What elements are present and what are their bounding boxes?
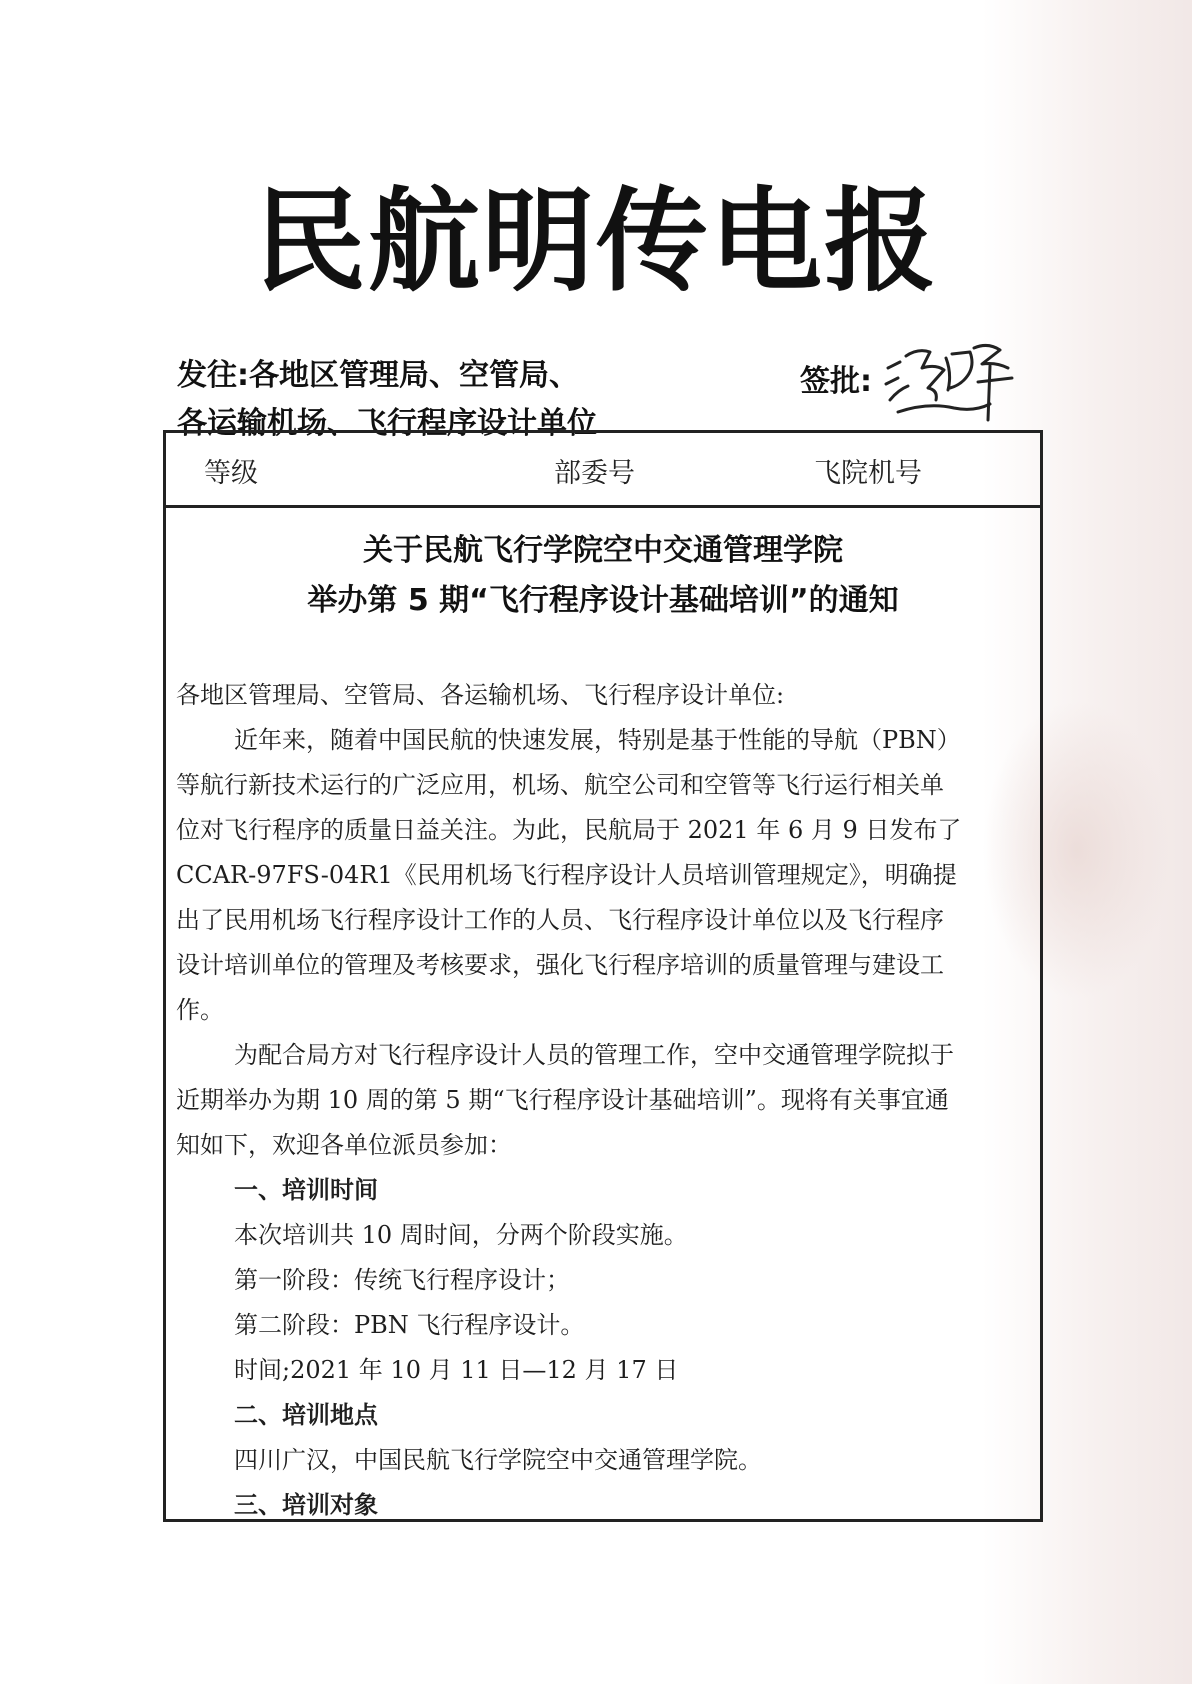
masthead-title: 民航明传电报 bbox=[254, 177, 938, 307]
recipients-line-1: 发往:各地区管理局、空管局、 bbox=[177, 358, 579, 393]
sign-label: 签批: bbox=[800, 364, 872, 399]
paragraph-line: 近期举办为期 10 周的第 5 期“飞行程序设计基础培训”。现将有关事宜通 bbox=[176, 1086, 949, 1114]
section-line: 四川广汉，中国民航飞行学院空中交通管理学院。 bbox=[234, 1446, 762, 1474]
section-heading-training-target: 三、培训对象 bbox=[234, 1491, 378, 1519]
section-heading-training-time: 一、培训时间 bbox=[234, 1176, 378, 1204]
header-row bbox=[166, 433, 1040, 508]
paragraph-line: 出了民用机场飞行程序设计工作的人员、飞行程序设计单位以及飞行程序 bbox=[176, 906, 944, 934]
notice-title-line-2: 举办第 5 期“飞行程序设计基础培训”的通知 bbox=[307, 583, 899, 618]
notice-title-line-1: 关于民航飞行学院空中交通管理学院 bbox=[363, 533, 843, 568]
section-line: 时间;2021 年 10 月 11 日—12 月 17 日 bbox=[234, 1356, 679, 1384]
telegram-frame bbox=[163, 430, 1043, 1522]
paragraph-line: 设计培训单位的管理及考核要求，强化飞行程序培训的质量管理与建设工 bbox=[176, 951, 944, 979]
section-line: 本次培训共 10 周时间，分两个阶段实施。 bbox=[234, 1221, 688, 1249]
header-academy-no: 飞院机号 bbox=[814, 458, 922, 489]
paragraph-line: 为配合局方对飞行程序设计人员的管理工作，空中交通管理学院拟于 bbox=[234, 1041, 954, 1069]
paragraph-line: 近年来，随着中国民航的快速发展，特别是基于性能的导航（PBN） bbox=[234, 726, 961, 754]
salutation: 各地区管理局、空管局、各运输机场、飞行程序设计单位: bbox=[176, 681, 785, 709]
section-line: 第一阶段：传统飞行程序设计； bbox=[234, 1266, 570, 1294]
paragraph-line: 等航行新技术运行的广泛应用，机场、航空公司和空管等飞行运行相关单 bbox=[176, 771, 944, 799]
paragraph-line: 位对飞行程序的质量日益关注。为此，民航局于 2021 年 6 月 9 日发布了 bbox=[176, 816, 962, 844]
section-heading-training-location: 二、培训地点 bbox=[234, 1401, 378, 1429]
header-level: 等级 bbox=[204, 458, 258, 489]
paragraph-line: CCAR-97FS-04R1《民用机场飞行程序设计人员培训管理规定》，明确提 bbox=[176, 861, 957, 889]
notice-body bbox=[176, 673, 1038, 1528]
recipients-line-2: 各运输机场、飞行程序设计单位 bbox=[177, 406, 597, 441]
header-department-no: 部委号 bbox=[554, 458, 635, 489]
handwritten-signature bbox=[878, 338, 1028, 428]
paragraph-line: 知如下，欢迎各单位派员参加： bbox=[176, 1131, 512, 1159]
section-line: 第二阶段：PBN 飞行程序设计。 bbox=[234, 1311, 585, 1339]
paragraph-line: 作。 bbox=[176, 996, 224, 1024]
